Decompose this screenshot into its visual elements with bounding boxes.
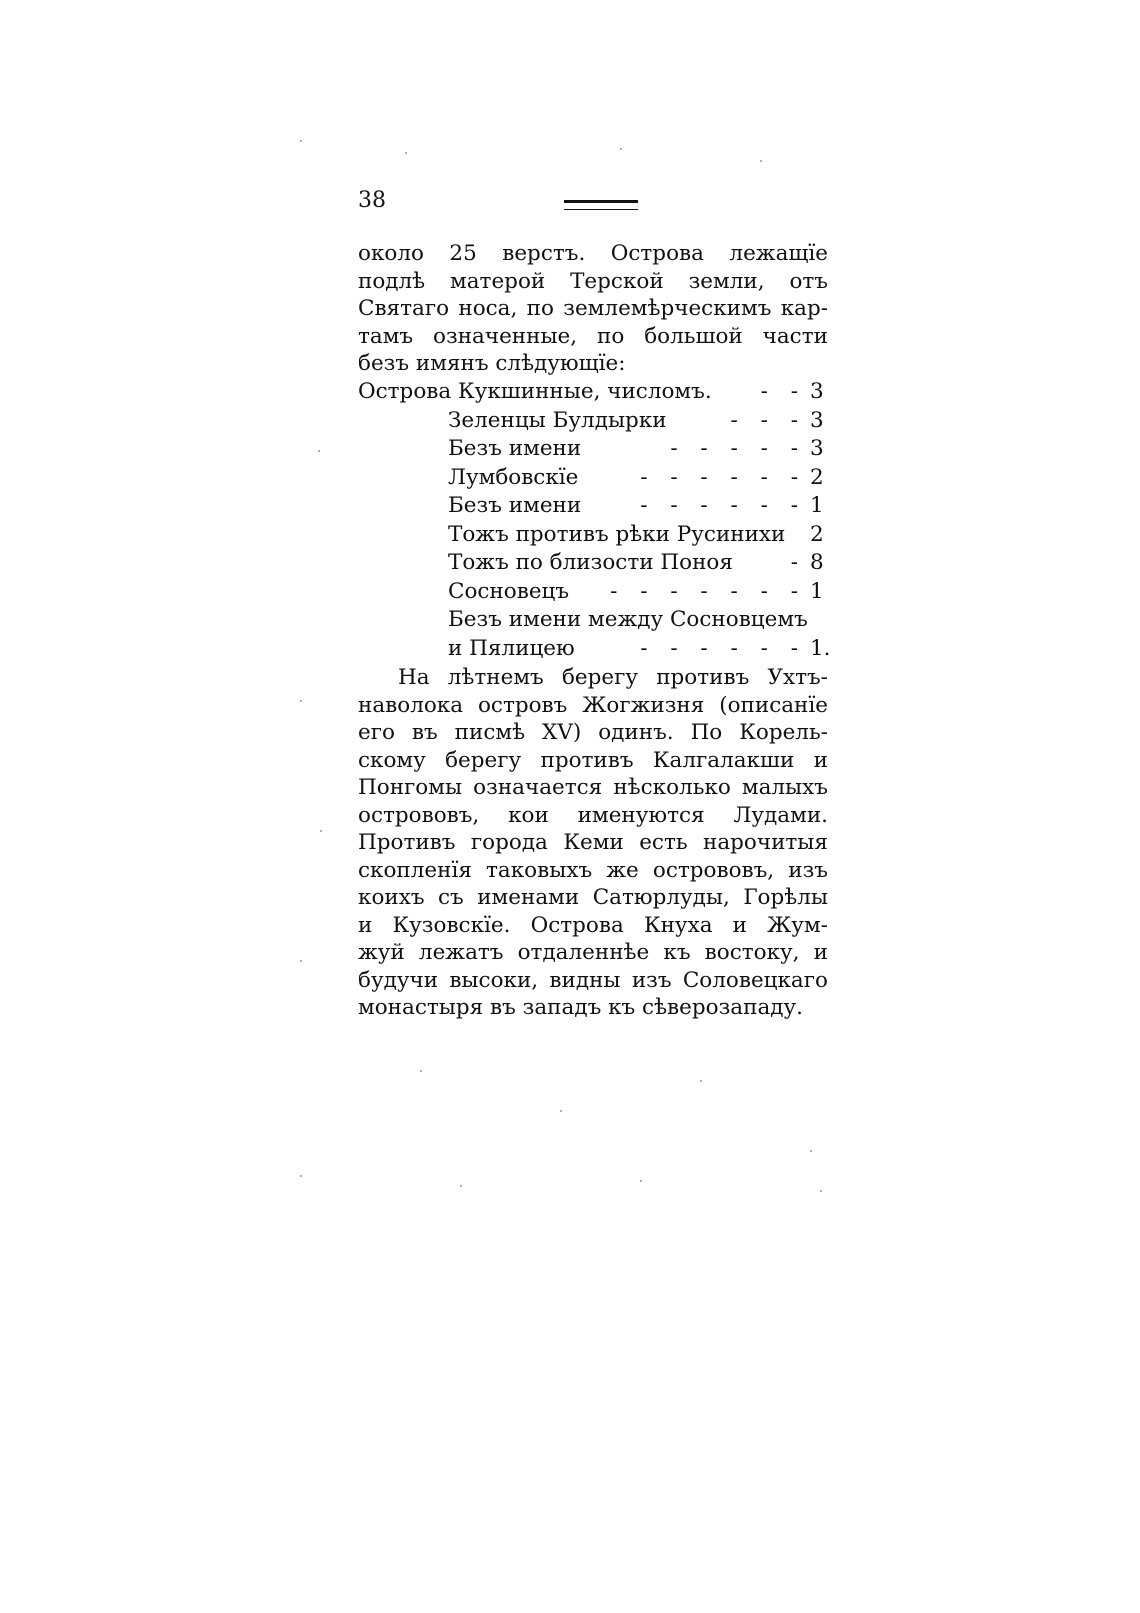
scan-speck — [460, 1185, 462, 1187]
island-name: Тожъ по близости Поноя — [448, 550, 733, 575]
island-name: Безъ имени между Сосновцемъ — [448, 607, 808, 632]
page-header — [358, 188, 828, 218]
leader-dashes: - - - — [730, 407, 806, 433]
island-row — [358, 464, 828, 493]
island-name: Безъ имени — [448, 436, 582, 461]
island-count: 8 — [810, 550, 824, 575]
text-line: подлѣ матерой Терской земли, отъ — [358, 268, 828, 294]
leader-dashes: - — [790, 550, 806, 575]
scan-speck — [300, 1175, 302, 1177]
text-line: безъ имянъ слѣдующїе: — [358, 351, 626, 376]
leader-dashes: - - - - - - — [640, 464, 806, 490]
island-count: 1 — [810, 493, 824, 518]
island-count: 3 — [810, 407, 824, 433]
text-line: тамъ означенные, по большой части — [358, 323, 828, 349]
leader-dashes: - - - - - - — [640, 635, 806, 661]
text-line: будучи высоки, видны изъ Соловецкаго — [358, 967, 828, 993]
scan-speck — [760, 160, 762, 162]
island-row — [358, 549, 828, 578]
text-line: коихъ съ именами Сатюрлуды, Горѣлы — [358, 885, 828, 910]
main-paragraph — [358, 664, 828, 1022]
scan-speck — [700, 1080, 702, 1082]
island-row — [358, 407, 828, 436]
island-count: 3 — [810, 436, 824, 461]
text-line: острововъ, кои именуются Лудами. — [358, 802, 828, 828]
leader-dashes: - - - - - - — [640, 493, 806, 518]
island-count: 1. — [810, 635, 831, 661]
header-rule — [564, 200, 638, 210]
island-count: 2 — [810, 521, 824, 547]
text-line: его въ писмѣ XV) одинъ. По Корель- — [358, 720, 828, 745]
scan-speck — [320, 830, 322, 832]
text-line: жуй лежатъ отдаленнѣе къ востоку, и — [358, 940, 828, 965]
leader-dashes: - - — [760, 379, 806, 404]
scan-speck — [318, 450, 320, 452]
scan-speck — [560, 1110, 562, 1112]
text-line: Противъ города Кеми есть нарочитыя — [358, 830, 828, 855]
scan-speck — [300, 960, 302, 962]
island-count: 1 — [810, 578, 824, 604]
text-line: Понгомы означается нѣсколько малыхъ — [358, 775, 828, 800]
intro-paragraph — [358, 240, 828, 378]
text-line: монастыря въ западъ къ сѣверозападу. — [358, 995, 803, 1020]
leader-dashes: - - - - - - - — [610, 578, 806, 604]
island-name: Зеленцы Булдырки — [448, 407, 667, 433]
scan-speck — [420, 1070, 422, 1072]
text-line: около 25 верстъ. Острова лежащїе — [358, 241, 828, 266]
island-name: и Пялицею — [448, 635, 575, 661]
island-row — [358, 578, 828, 607]
leader-dashes: - - - - - — [670, 436, 806, 461]
island-row — [358, 635, 831, 664]
scan-speck — [810, 1150, 812, 1152]
scan-speck — [300, 140, 302, 142]
text-line: наволока островъ Жогжизня (описанїе — [358, 692, 828, 718]
text-line: и Кузовскїе. Острова Кнуха и Жум- — [358, 912, 828, 938]
scan-speck — [405, 152, 407, 154]
island-name: Лумбовскїе — [448, 464, 579, 490]
text-line: скому берегу противъ Калгалакши и — [358, 747, 828, 773]
scan-speck — [620, 148, 622, 150]
island-row — [358, 378, 828, 407]
text-line: Святаго носа, по землемѣрческимъ кар- — [358, 296, 828, 321]
island-count: 2 — [810, 464, 824, 490]
scan-speck — [640, 1180, 642, 1182]
island-name: Тожъ противъ рѣки Русинихи — [448, 521, 786, 547]
island-name: Сосновецъ — [448, 578, 570, 604]
island-list — [358, 378, 831, 663]
island-row — [358, 606, 828, 635]
scan-speck — [300, 700, 302, 702]
island-name: Безъ имени — [448, 493, 582, 518]
island-name: Острова Кукшинные, числомъ. — [358, 379, 712, 404]
text-line: На лѣтнемъ берегу противъ Ухтъ- — [398, 665, 828, 690]
island-row — [358, 492, 828, 521]
island-count: 3 — [810, 379, 824, 404]
scan-speck — [820, 1190, 822, 1192]
island-row — [358, 435, 828, 464]
text-line: скопленїя таковыхъ же острововъ, изъ — [358, 857, 828, 883]
island-row — [358, 521, 828, 550]
page-number: 38 — [358, 188, 386, 213]
